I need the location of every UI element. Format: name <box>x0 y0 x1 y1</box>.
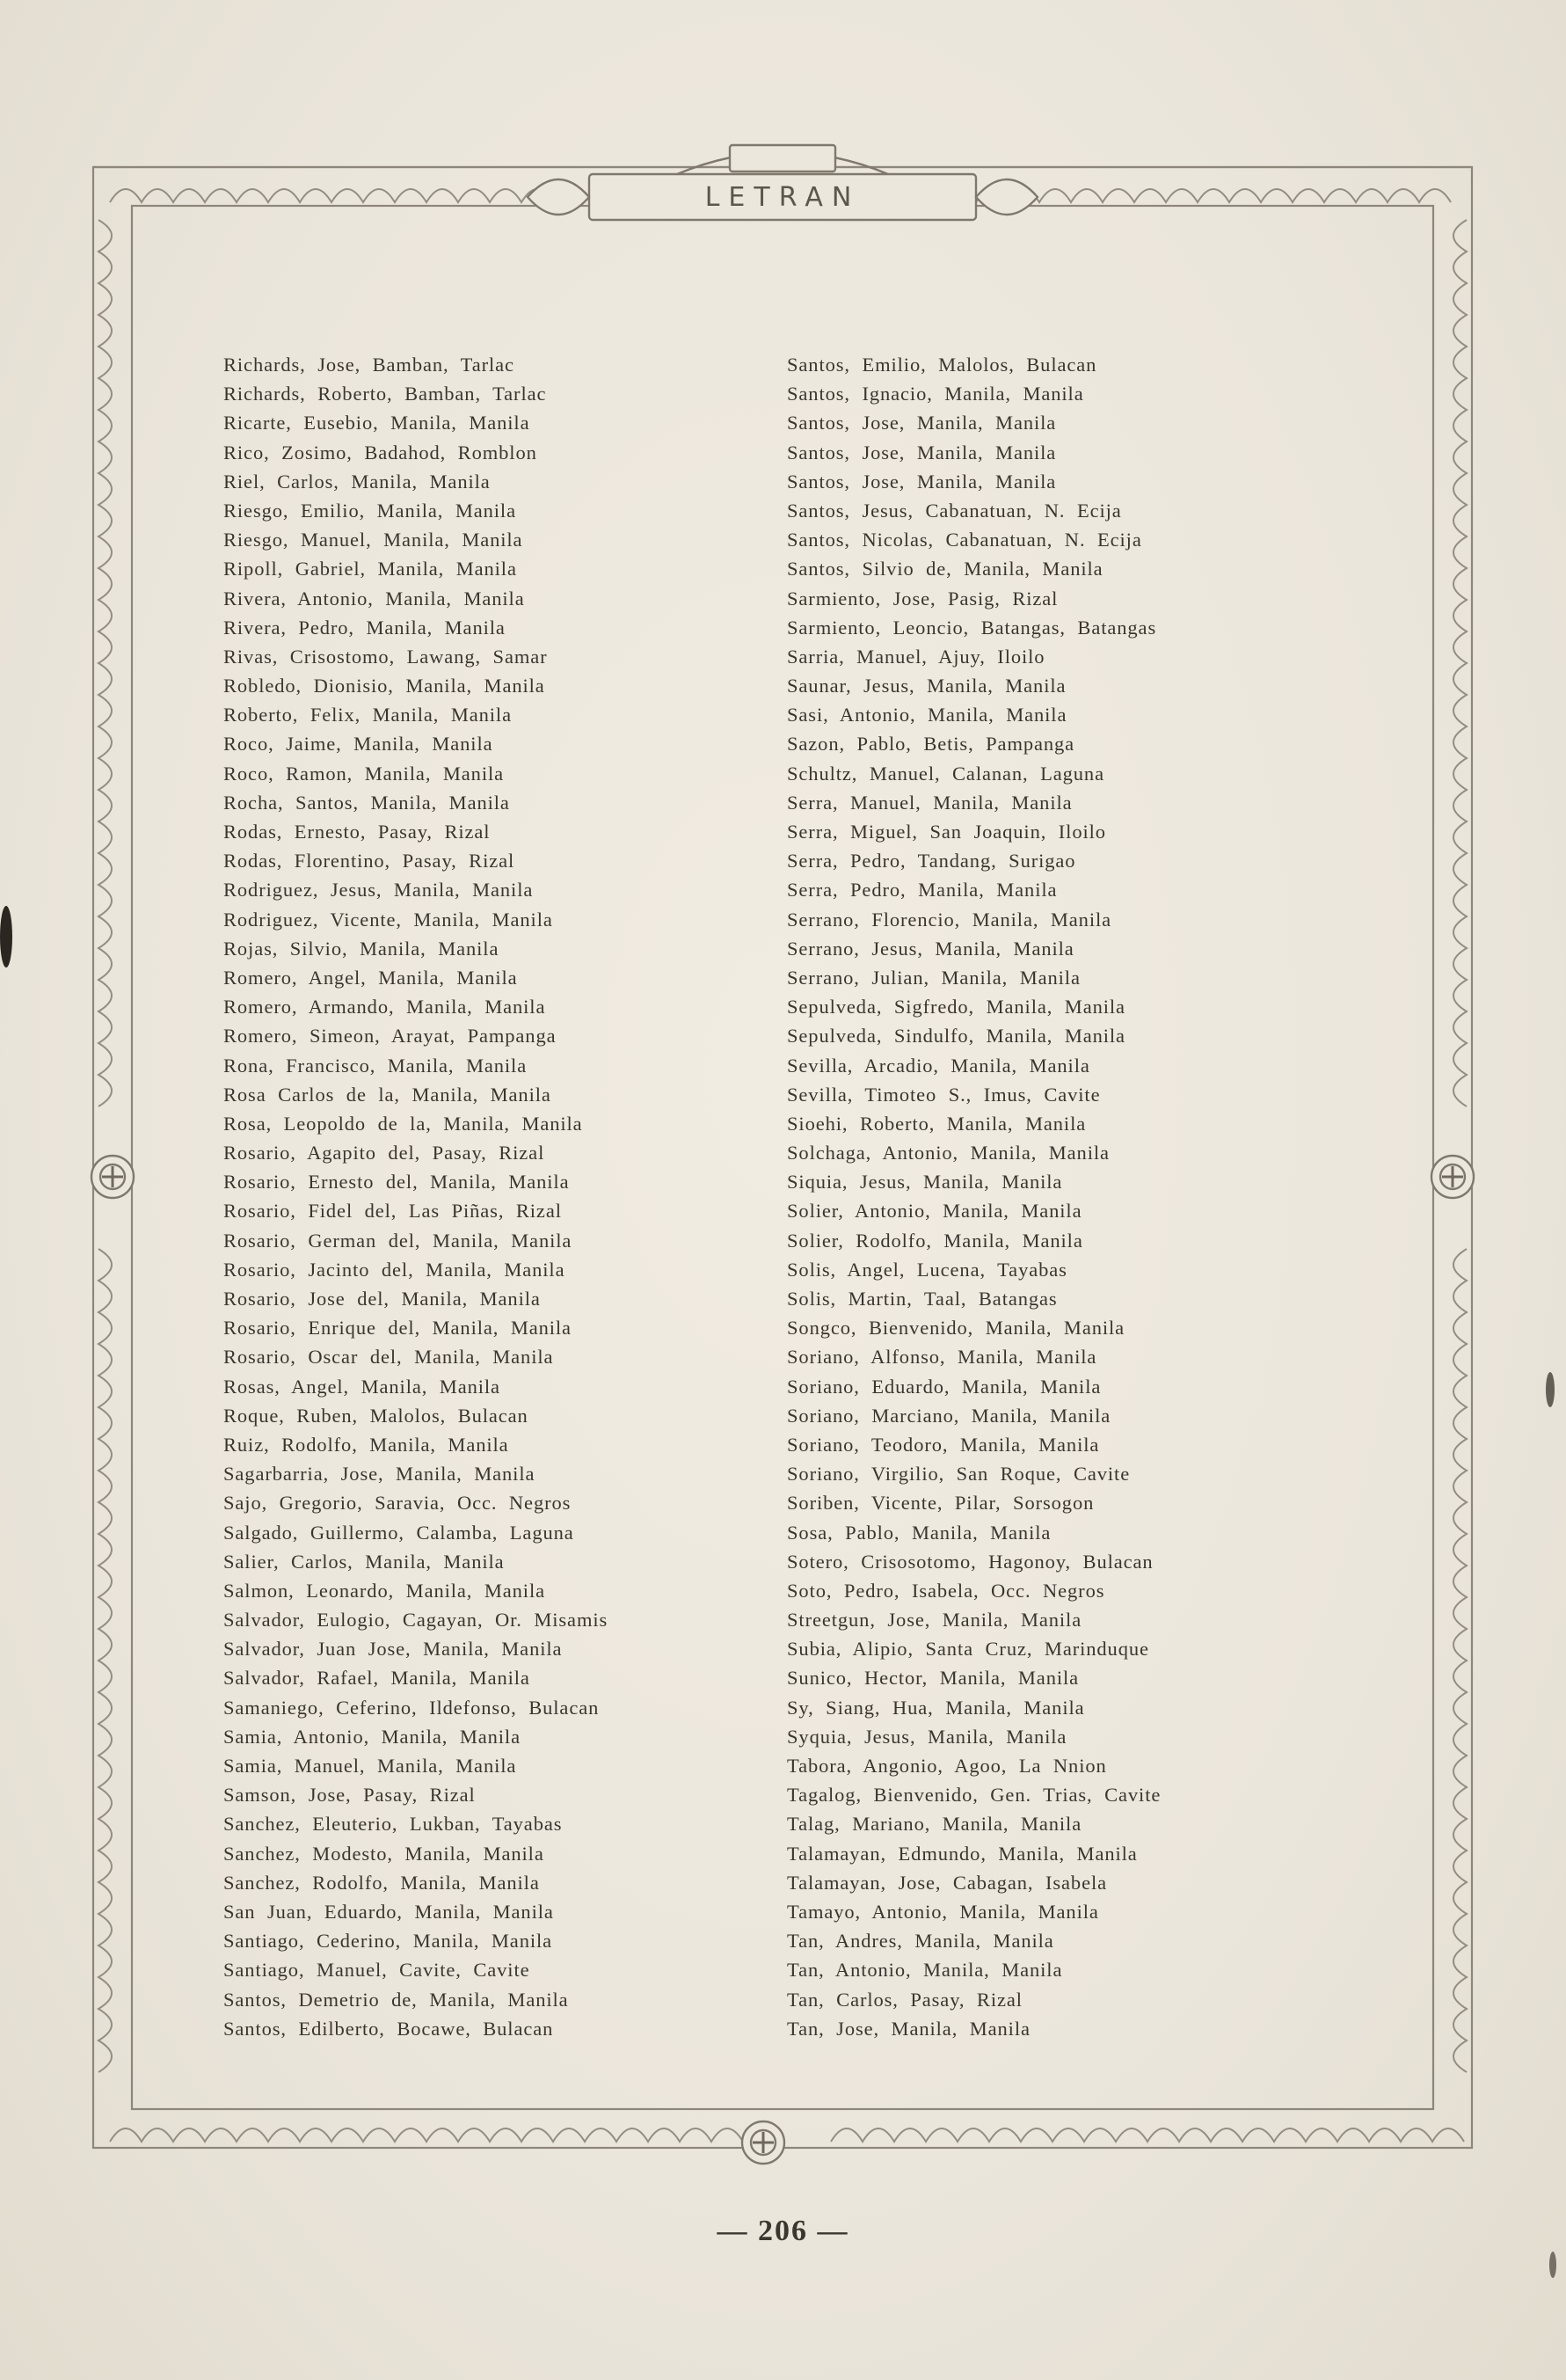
roster-entry: Rodriguez, Vicente, Manila, Manila <box>223 908 553 931</box>
roster-entry: Rosa Carlos de la, Manila, Manila <box>223 1083 551 1106</box>
roster-entry: Rivas, Crisostomo, Lawang, Samar <box>223 645 548 668</box>
roster-entry: Sunico, Hector, Manila, Manila <box>787 1667 1080 1690</box>
roster-entry: Solier, Antonio, Manila, Manila <box>787 1200 1082 1223</box>
roster-entry: Santos, Jesus, Cabanatuan, N. Ecija <box>787 499 1122 522</box>
roster-entry: Solchaga, Antonio, Manila, Manila <box>787 1142 1110 1164</box>
header-title: LETRAN <box>704 181 861 213</box>
roster-entry: Sepulveda, Sindulfo, Manila, Manila <box>787 1025 1125 1048</box>
roster-entry: Salier, Carlos, Manila, Manila <box>223 1550 505 1573</box>
roster-entry: Santos, Silvio de, Manila, Manila <box>787 558 1103 580</box>
roster-entry: Streetgun, Jose, Manila, Manila <box>787 1609 1082 1632</box>
roster-entry: Rodas, Ernesto, Pasay, Rizal <box>223 821 491 843</box>
scan-smudge <box>1549 2252 1556 2278</box>
roster-entry: Sasi, Antonio, Manila, Manila <box>787 704 1067 726</box>
roster-entry: Rivera, Antonio, Manila, Manila <box>223 587 525 610</box>
roster-entry: Santos, Ignacio, Manila, Manila <box>787 383 1084 405</box>
roster-entry: Samia, Manuel, Manila, Manila <box>223 1755 517 1777</box>
roster-entry: Rosario, Ernesto del, Manila, Manila <box>223 1171 570 1194</box>
roster-entry: Serra, Manuel, Manila, Manila <box>787 791 1073 814</box>
roster-entry: Rocha, Santos, Manila, Manila <box>223 791 510 814</box>
roster-entry: Sanchez, Rodolfo, Manila, Manila <box>223 1871 540 1894</box>
roster-entry: Serra, Miguel, San Joaquin, Iloilo <box>787 821 1106 843</box>
roster-entry: Sy, Siang, Hua, Manila, Manila <box>787 1696 1085 1719</box>
roster-entry: Rosas, Angel, Manila, Manila <box>223 1375 500 1398</box>
roster-entry: Talamayan, Edmundo, Manila, Manila <box>787 1842 1138 1865</box>
roster-entry: Ricarte, Eusebio, Manila, Manila <box>223 412 530 434</box>
roster-entry: Sioehi, Roberto, Manila, Manila <box>787 1112 1087 1135</box>
roster-entry: Syquia, Jesus, Manila, Manila <box>787 1725 1067 1748</box>
roster-entry: Sevilla, Arcadio, Manila, Manila <box>787 1054 1090 1077</box>
roster-entry: Songco, Bienvenido, Manila, Manila <box>787 1317 1125 1340</box>
roster-entry: Tan, Andres, Manila, Manila <box>787 1930 1054 1953</box>
roster-entry: Riesgo, Manuel, Manila, Manila <box>223 529 523 551</box>
roster-entry: Solis, Martin, Taal, Batangas <box>787 1288 1058 1310</box>
roster-entry: Serra, Pedro, Tandang, Surigao <box>787 850 1076 872</box>
roster-entry: Rosario, Enrique del, Manila, Manila <box>223 1317 572 1340</box>
roster-entry: Serra, Pedro, Manila, Manila <box>787 879 1058 902</box>
roster-entry: Sevilla, Timoteo S., Imus, Cavite <box>787 1083 1101 1106</box>
roster-entry: Soriano, Teodoro, Manila, Manila <box>787 1433 1100 1456</box>
roster-entry: Rodas, Florentino, Pasay, Rizal <box>223 850 515 872</box>
roster-entry: Roco, Jaime, Manila, Manila <box>223 733 493 756</box>
roster-entry: Romero, Simeon, Arayat, Pampanga <box>223 1025 557 1048</box>
roster-entry: Sarmiento, Jose, Pasig, Rizal <box>787 587 1059 610</box>
roster-entry: Sajo, Gregorio, Saravia, Occ. Negros <box>223 1492 572 1515</box>
roster-entry: Rona, Francisco, Manila, Manila <box>223 1054 528 1077</box>
roster-entry: Salvador, Juan Jose, Manila, Manila <box>223 1638 563 1661</box>
roster-entry: Riesgo, Emilio, Manila, Manila <box>223 499 516 522</box>
roster-entry: Santos, Demetrio de, Manila, Manila <box>223 1988 569 2011</box>
roster-entry: Santos, Emilio, Malolos, Bulacan <box>787 354 1097 376</box>
roster-entry: Robledo, Dionisio, Manila, Manila <box>223 675 545 697</box>
roster-entry: Santos, Nicolas, Cabanatuan, N. Ecija <box>787 529 1142 551</box>
roster-entry: Riel, Carlos, Manila, Manila <box>223 470 491 493</box>
roster-entry: Santiago, Cederino, Manila, Manila <box>223 1930 553 1953</box>
roster-entry: Schultz, Manuel, Calanan, Laguna <box>787 762 1104 785</box>
roster-entry: Richards, Jose, Bamban, Tarlac <box>223 354 514 376</box>
scan-smudge <box>0 906 12 967</box>
roster-entry: Romero, Angel, Manila, Manila <box>223 966 518 989</box>
roster-entry: Salmon, Leonardo, Manila, Manila <box>223 1579 545 1602</box>
roster-entry: Roberto, Felix, Manila, Manila <box>223 704 512 726</box>
roster-entry: Samson, Jose, Pasay, Rizal <box>223 1784 476 1807</box>
roster-entry: Tagalog, Bienvenido, Gen. Trias, Cavite <box>787 1784 1162 1807</box>
roster-entry: Santos, Edilberto, Bocawe, Bulacan <box>223 2017 554 2040</box>
roster-entry: Soriano, Eduardo, Manila, Manila <box>787 1375 1102 1398</box>
roster-entry: Richards, Roberto, Bamban, Tarlac <box>223 383 547 405</box>
roster-entry: Solier, Rodolfo, Manila, Manila <box>787 1229 1083 1252</box>
roster-entry: Serrano, Julian, Manila, Manila <box>787 966 1081 989</box>
scan-smudge <box>1546 1372 1555 1407</box>
roster-entry: Sarmiento, Leoncio, Batangas, Batangas <box>787 616 1157 639</box>
roster-entry: Samaniego, Ceferino, Ildefonso, Bulacan <box>223 1696 600 1719</box>
roster-entry: Rosario, Oscar del, Manila, Manila <box>223 1346 554 1369</box>
roster-entry: Santos, Jose, Manila, Manila <box>787 441 1057 464</box>
roster-entry: Salgado, Guillermo, Calamba, Laguna <box>223 1521 574 1544</box>
roster-entry: Soriano, Marciano, Manila, Manila <box>787 1404 1111 1427</box>
roster-entry: Sanchez, Modesto, Manila, Manila <box>223 1842 544 1865</box>
roster-entry: Soriben, Vicente, Pilar, Sorsogon <box>787 1492 1095 1515</box>
roster-entry: Roque, Ruben, Malolos, Bulacan <box>223 1404 528 1427</box>
roster-entry: Rojas, Silvio, Manila, Manila <box>223 937 499 960</box>
roster-entry: Serrano, Florencio, Manila, Manila <box>787 908 1112 931</box>
roster-entry: Rivera, Pedro, Manila, Manila <box>223 616 506 639</box>
roster-entry: Sotero, Crisosotomo, Hagonoy, Bulacan <box>787 1550 1154 1573</box>
roster-entry: Samia, Antonio, Manila, Manila <box>223 1725 521 1748</box>
roster-entry: Rosa, Leopoldo de la, Manila, Manila <box>223 1112 583 1135</box>
roster-entry: Ripoll, Gabriel, Manila, Manila <box>223 558 517 580</box>
roster-entry: Romero, Armando, Manila, Manila <box>223 996 546 1018</box>
roster-entry: San Juan, Eduardo, Manila, Manila <box>223 1900 554 1923</box>
roster-entry: Siquia, Jesus, Manila, Manila <box>787 1171 1063 1194</box>
roster-entry: Sazon, Pablo, Betis, Pampanga <box>787 733 1075 756</box>
roster-entry: Subia, Alipio, Santa Cruz, Marinduque <box>787 1638 1149 1661</box>
roster-entry: Sanchez, Eleuterio, Lukban, Tayabas <box>223 1813 563 1836</box>
roster-entry: Santos, Jose, Manila, Manila <box>787 470 1057 493</box>
roster-entry: Soriano, Alfonso, Manila, Manila <box>787 1346 1097 1369</box>
roster-entry: Rosario, Jacinto del, Manila, Manila <box>223 1258 565 1281</box>
roster-entry: Tan, Carlos, Pasay, Rizal <box>787 1988 1023 2011</box>
roster-entry: Rodriguez, Jesus, Manila, Manila <box>223 879 534 902</box>
roster-entry: Talamayan, Jose, Cabagan, Isabela <box>787 1871 1107 1894</box>
roster-entry: Sagarbarria, Jose, Manila, Manila <box>223 1463 535 1486</box>
roster-entry: Solis, Angel, Lucena, Tayabas <box>787 1258 1067 1281</box>
roster-entry: Soriano, Virgilio, San Roque, Cavite <box>787 1463 1131 1486</box>
roster-entry: Salvador, Rafael, Manila, Manila <box>223 1667 530 1690</box>
roster-entry: Tabora, Angonio, Agoo, La Nnion <box>787 1755 1107 1777</box>
roster-entry: Saunar, Jesus, Manila, Manila <box>787 675 1067 697</box>
roster-entry: Sarria, Manuel, Ajuy, Iloilo <box>787 645 1045 668</box>
roster-entry: Roco, Ramon, Manila, Manila <box>223 762 505 785</box>
roster-entry: Tan, Antonio, Manila, Manila <box>787 1959 1063 1982</box>
roster-entry: Ruiz, Rodolfo, Manila, Manila <box>223 1433 509 1456</box>
roster-entry: Serrano, Jesus, Manila, Manila <box>787 937 1074 960</box>
roster-entry: Rico, Zosimo, Badahod, Romblon <box>223 441 537 464</box>
page-number: — 206 — <box>717 2215 849 2247</box>
roster-entry: Rosario, Fidel del, Las Piñas, Rizal <box>223 1200 562 1223</box>
roster-entry: Rosario, Agapito del, Pasay, Rizal <box>223 1142 545 1164</box>
roster-entry: Talag, Mariano, Manila, Manila <box>787 1813 1082 1836</box>
roster-entry: Tamayo, Antonio, Manila, Manila <box>787 1900 1099 1923</box>
roster-entry: Sosa, Pablo, Manila, Manila <box>787 1521 1052 1544</box>
name-list-left <box>223 350 751 2043</box>
roster-entry: Salvador, Eulogio, Cagayan, Or. Misamis <box>223 1609 608 1632</box>
roster-entry: Sepulveda, Sigfredo, Manila, Manila <box>787 996 1125 1018</box>
roster-entry: Tan, Jose, Manila, Manila <box>787 2017 1031 2040</box>
name-list-right <box>787 350 1306 2043</box>
roster-entry: Santos, Jose, Manila, Manila <box>787 412 1057 434</box>
roster-entry: Rosario, Jose del, Manila, Manila <box>223 1288 541 1310</box>
roster-entry: Santiago, Manuel, Cavite, Cavite <box>223 1959 530 1982</box>
roster-entry: Rosario, German del, Manila, Manila <box>223 1229 572 1252</box>
roster-entry: Soto, Pedro, Isabela, Occ. Negros <box>787 1579 1105 1602</box>
